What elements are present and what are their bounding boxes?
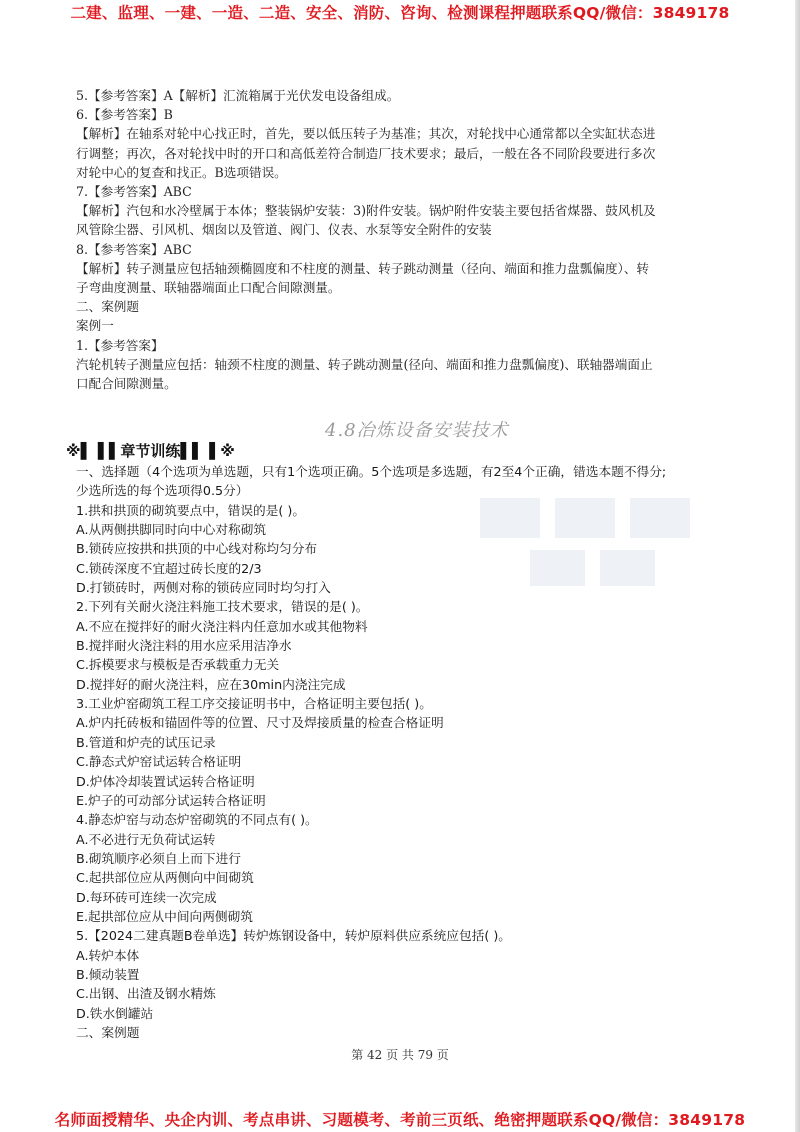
answer-line: 【解析】在轴系对轮中心找正时，首先，要以低压转子为基准；其次，对轮找中心通常都以全实缸状态进 <box>76 126 656 142</box>
page-number-footer: 第 42 页 共 79 页 <box>351 1048 449 1062</box>
question-line: 5.【2024二建真题B卷单选】转炉炼钢设备中，转炉原料供应系统应包括( )。 <box>76 928 511 944</box>
option-line: E.炉子的可动部分试运转合格证明 <box>76 792 266 808</box>
answer-line: 案例一 <box>76 318 114 334</box>
answer-line: 7.【参考答案】ABC <box>76 184 192 200</box>
chapter-training-title: ※▌▐ ▌章节训练▌▌▐ ※ <box>66 442 235 460</box>
option-line: A.不应在搅拌好的耐火浇注料内任意加水或其他物料 <box>76 618 368 634</box>
option-line: A.不必进行无负荷试运转 <box>76 831 216 847</box>
question-line: 3.工业炉窑砌筑工程工序交接证明书中，合格证明主要包括( )。 <box>76 696 432 712</box>
scan-edge-shadow <box>795 0 800 1132</box>
answers-section <box>76 86 764 393</box>
questions-section <box>76 462 776 1042</box>
answer-line: 【解析】汽包和水冷壁属于本体；整装锅炉安装：3)附件安装。锅炉附件安装主要包括省煤器、鼓风机及 <box>76 203 656 219</box>
option-line: D.铁水倒罐站 <box>76 1005 154 1021</box>
option-line: E.起拱部位应从中间向两侧砌筑 <box>76 908 253 924</box>
answer-line: 对轮中心的复查和找正。B选项错误。 <box>76 164 287 180</box>
answer-line: 二、案例题 <box>76 299 139 315</box>
answer-line: 8.【参考答案】ABC <box>76 241 192 257</box>
option-line: B.砌筑顺序必须自上而下进行 <box>76 850 241 866</box>
option-line: B.管道和炉壳的试压记录 <box>76 734 216 750</box>
answer-line: 6.【参考答案】B <box>76 107 173 123</box>
answer-line: 5.【参考答案】A【解析】汇流箱属于光伏发电设备组成。 <box>76 88 400 103</box>
section-subheading: 二、案例题 <box>76 1024 140 1040</box>
bottom-contact-banner: 名师面授精华、央企内训、考点串讲、习题模考、考前三页纸、绝密押题联系QQ/微信：3849178 <box>54 1111 746 1129</box>
question-line: 2.下列有关耐火浇注料施工技术要求，错误的是( )。 <box>76 599 369 615</box>
option-line: A.炉内托砖板和锚固件等的位置、尺寸及焊接质量的检查合格证明 <box>76 715 444 731</box>
option-line: C.出钢、出渣及钢水精炼 <box>76 986 216 1002</box>
option-line: C.起拱部位应从两侧向中间砌筑 <box>76 870 254 886</box>
answer-line: 行调整；再次，各对轮找中时的开口和高低差符合制造厂技术要求；最后，一般在各不同阶段要进行多次 <box>76 145 656 161</box>
question-line: 1.拱和拱顶的砌筑要点中，错误的是( )。 <box>76 502 306 518</box>
section-heading: 4.8冶炼设备安装技术 <box>325 420 509 441</box>
option-line: C.静态式炉窑试运转合格证明 <box>76 754 242 770</box>
question-line: 少选所选的每个选项得0.5分） <box>76 483 249 499</box>
option-line: C.拆模要求与模板是否承载重力无关 <box>76 657 280 673</box>
option-line: C.锁砖深度不宜超过砖长度的2/3 <box>76 560 262 576</box>
question-line: 4.静态炉窑与动态炉窑砌筑的不同点有( )。 <box>76 812 318 828</box>
option-line: D.搅拌好的耐火浇注料，应在30min内浇注完成 <box>76 676 346 692</box>
option-line: B.搅拌耐火浇注料的用水应采用洁净水 <box>76 638 292 654</box>
answer-line: 口配合间隙测量。 <box>76 376 177 392</box>
option-line: D.每环砖可连续一次完成 <box>76 889 217 905</box>
answer-line: 汽轮机转子测量应包括：轴颈不柱度的测量、转子跳动测量(径向、端面和推力盘瓢偏度)、联轴器端面止 <box>76 356 653 372</box>
option-line: A.从两侧拱脚同时向中心对称砌筑 <box>76 522 267 538</box>
option-line: A.转炉本体 <box>76 947 140 963</box>
answer-line: 1.【参考答案】 <box>76 337 164 353</box>
option-line: D.炉体冷却装置试运转合格证明 <box>76 773 255 789</box>
option-line: D.打锁砖时，两侧对称的锁砖应同时均匀打入 <box>76 580 331 596</box>
answer-line: 子弯曲度测量、联轴器端面止口配合间隙测量。 <box>76 280 341 296</box>
answer-line: 【解析】转子测量应包括轴颈椭圆度和不柱度的测量、转子跳动测量（径向、端面和推力盘瓢偏度）、转 <box>76 260 650 276</box>
option-line: B.锁砖应按拱和拱顶的中心线对称均匀分布 <box>76 541 318 557</box>
question-line: 一、选择题（4个选项为单选题，只有1个选项正确。5个选项是多选题，有2至4个正确，错选本题不得分; <box>76 464 667 479</box>
top-contact-banner: 二建、监理、一建、一造、二造、安全、消防、咨询、检测课程押题联系QQ/微信：3849178 <box>70 4 730 22</box>
answer-line: 风管除尘器、引风机、烟囱以及管道、阀门、仪表、水泵等安全附件的安装 <box>76 222 492 238</box>
option-line: B.倾动装置 <box>76 966 140 982</box>
